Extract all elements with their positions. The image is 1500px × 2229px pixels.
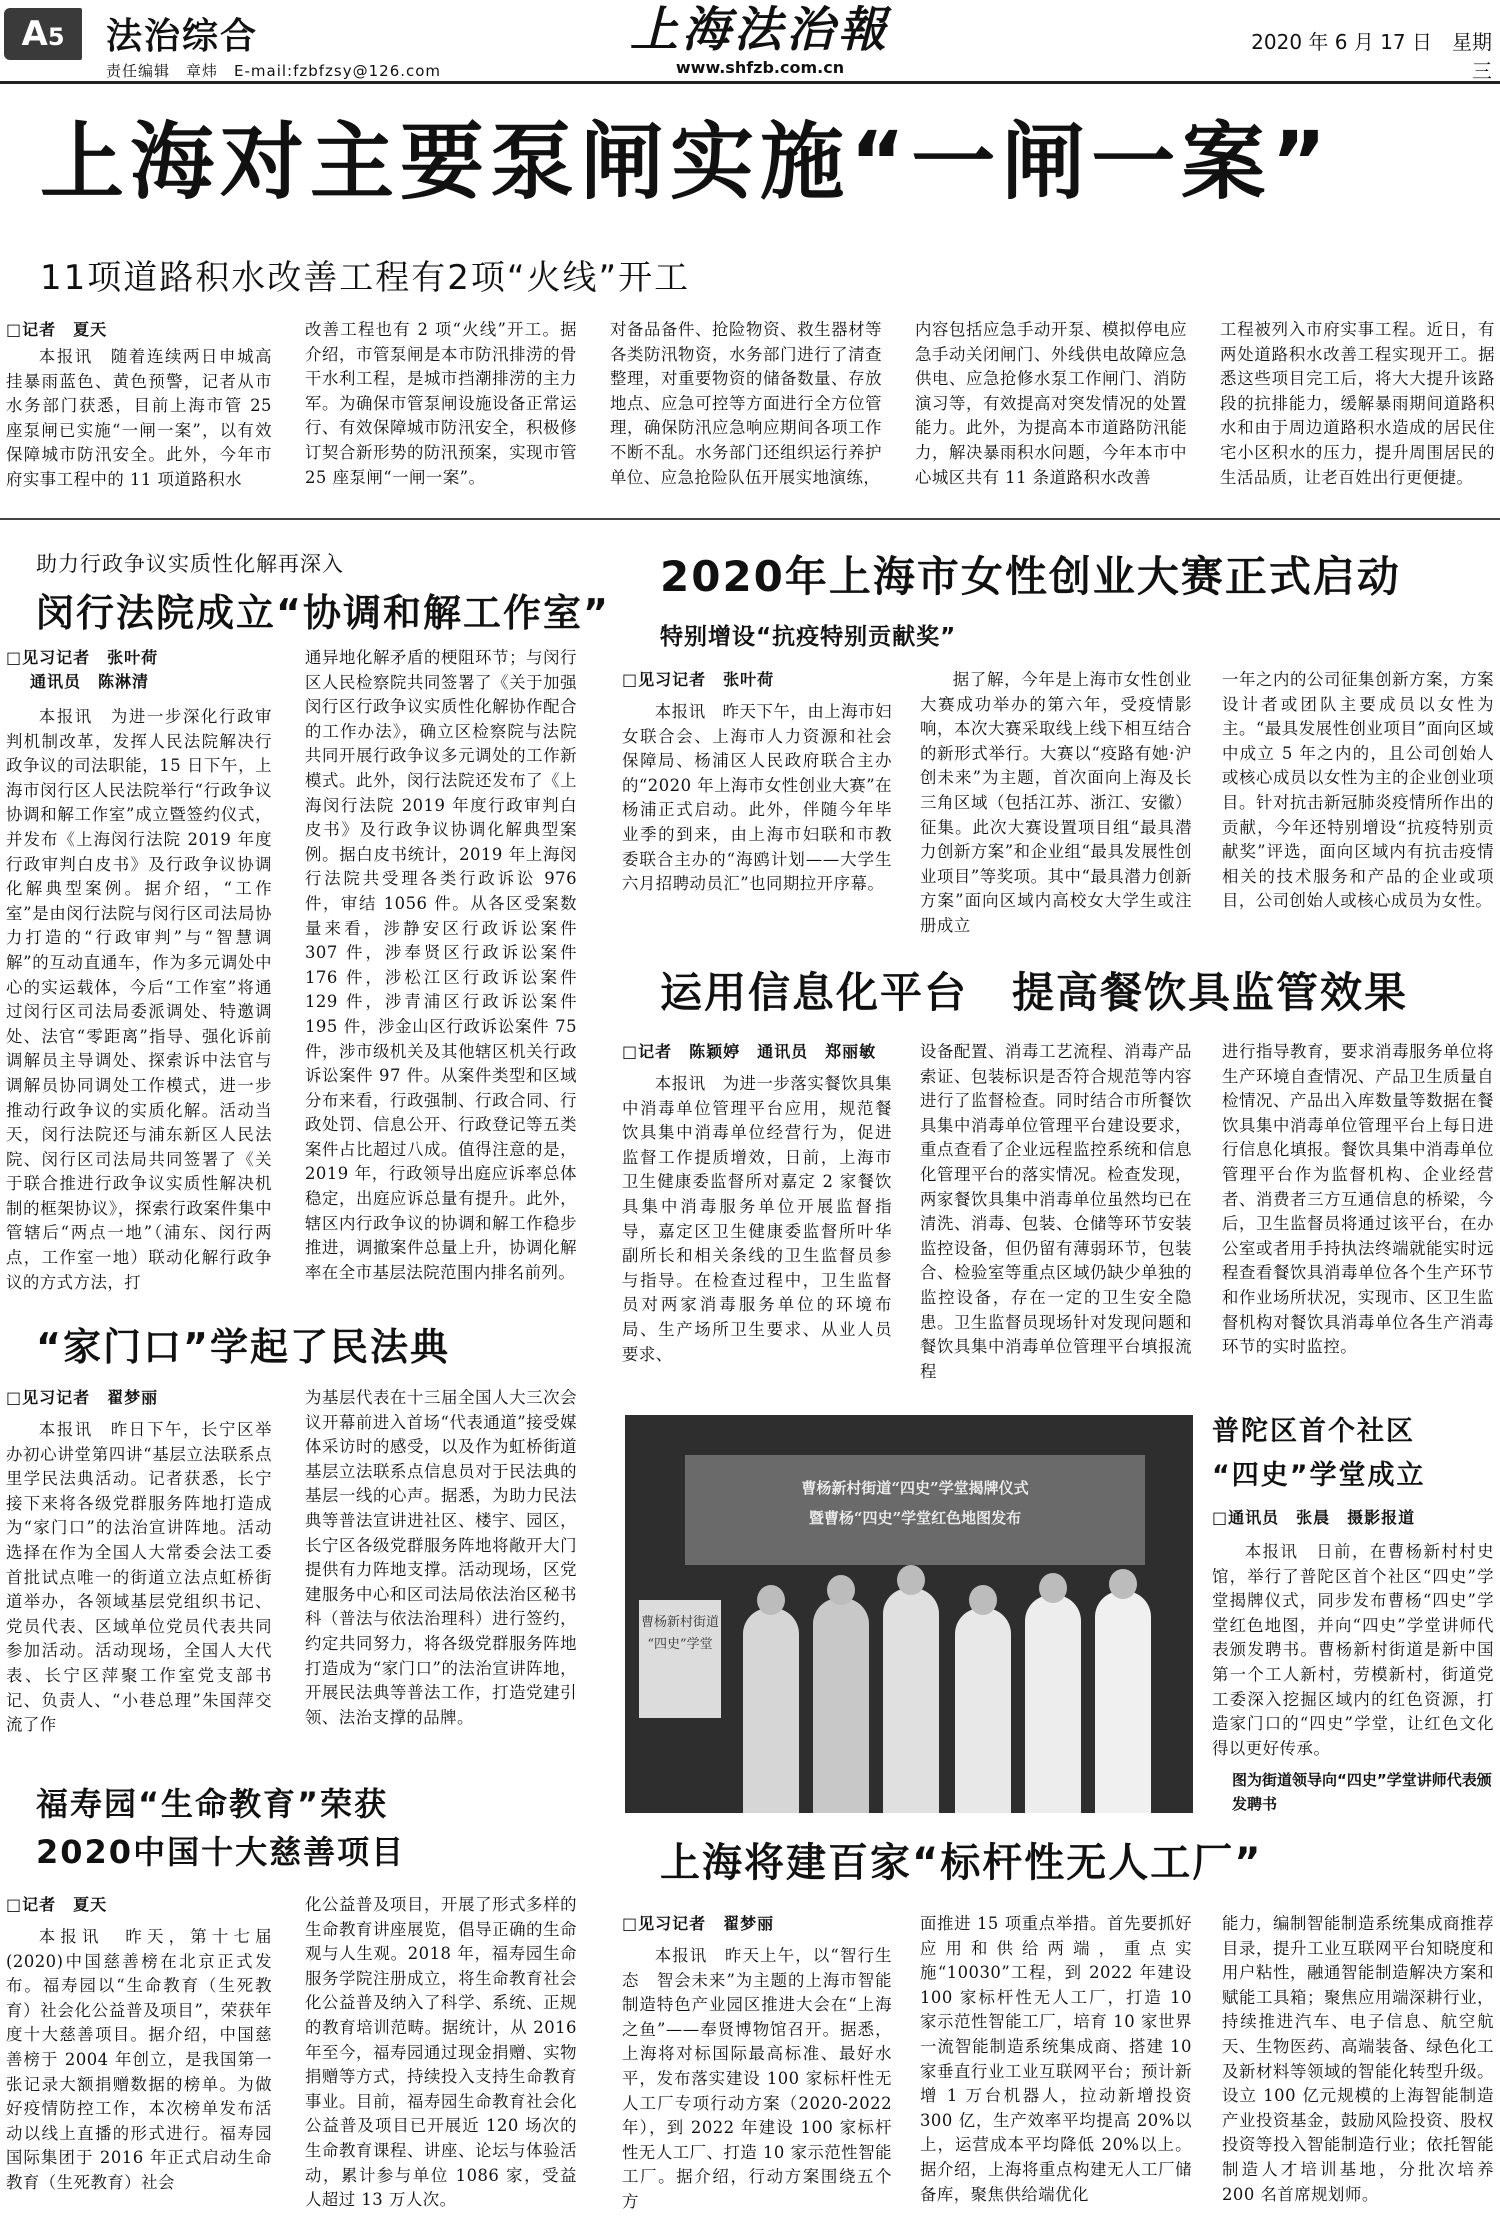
lead-col-1: 本报讯 随着连续两日申城高挂暴雨蓝色、黄色预警，记者从市水务部门获悉，目前上海市管 25 座泵闸已实施“一闸一案”，以有效保障城市防汛安全。此外，今年市府实事工程中的 11 项道路积水 bbox=[6, 347, 272, 489]
putuo-body: 本报讯 日前，在曹杨新村村史馆，举行了普陀区首个社区“四史”学堂揭牌仪式，同步发布曹杨“四史”学堂红色地图，并向“四史”学堂讲师代表颁发聘书。曹杨新村街道是新中国第一个工人新村，劳模新村，街道党工委深入挖掘区域内的红色资源，打造家门口的“四史”学堂，让红色文化得以更好传承。 bbox=[1212, 1542, 1494, 1758]
issue-date: 2020 年 6 月 17 日 星期三 bbox=[1251, 30, 1492, 83]
jiamenkou-byline: □见习记者 翟梦丽 bbox=[6, 1388, 159, 1407]
putuo-byline: □通讯员 张晨 摄影报道 bbox=[1212, 1508, 1416, 1527]
person-head bbox=[1109, 1569, 1137, 1599]
catering-col-3: 进行指导教育，要求消毒服务单位将生产环境自查情况、产品卫生质量自检情况、产品出入库数量等数据在餐饮具集中消毒单位管理平台上每日进行信息化填报。餐饮具集中消毒单位管理平台作为监督机构、企业经营者、消费者三方互通信息的桥梁，今后，卫生监督员将通过该平台，在办公室或者用手持执法终端就能实时远程查看餐饮具消毒单位各个生产环节和作业场所状况，实现市、区卫生监督机构对餐饮具消毒单位各生产消毒环节的实时监控。 bbox=[1222, 1042, 1494, 1357]
catering-col-2: 设备配置、消毒工艺流程、消毒产品索证、包装标识是否符合规范等内容进行了监督检查。同时结合市所餐饮具集中消毒单位管理平台建设要求，重点查看了企业远程监控系统和信息化管理平台的落实情况。检查发现，两家餐饮具集中消毒单位虽然均已在清洗、消毒、包装、仓储等环节安装监控设备，但仍留有薄弱环节，包装合、检验室等重点区域仍缺少单独的监控设备，存在一定的卫生安全隐患。卫生监督员现场针对发现问题和餐饮具集中消毒单位管理平台填报流程 bbox=[920, 1042, 1192, 1381]
minhang-byline-1: □见习记者 张叶荷 bbox=[6, 648, 159, 667]
women-col-2: 据了解，今年是上海市女性创业大赛成功举办的第六年，受疫情影响，本次大赛采取线上线下相互结合的新形式举行。大赛以“疫路有她·沪创未来”为主题，首次面向上海及长三角区域（包括江苏、浙江、安徽）征集。此次大赛设置项目组“最具潜力创新方案”和企业组“最具发展性创业项目”等奖项。其中“最具潜力创新方案”面向区域内高校女大学生或注册成立 bbox=[920, 670, 1192, 935]
jiamenkou-headline: “家门口”学起了民法典 bbox=[36, 1325, 450, 1369]
fushouyuan-headline-1: 福寿园“生命教育”荣获 bbox=[36, 1785, 389, 1823]
factory-col-3: 能力，编制智能制造系统集成商推荐目录，提升工业互联网平台知晓度和用户粘性，融通智能制造解决方案和赋能工具箱；聚焦应用端深耕行业，持续推进汽车、电子信息、航空航天、生物医药、高端装备、绿色化工及新材料等领域的智能化转型升级。设立 100 亿元规模的上海智能制造产业投资基金，鼓励风险投资、股权投资等投入智能制造行业；依托智能制造人才培训基地，分批次培养 200 名首席规划师。 bbox=[1222, 1914, 1494, 2204]
catering-headline: 运用信息化平台 提高餐饮具监管效果 bbox=[660, 968, 1409, 1017]
page-letter: A bbox=[21, 14, 48, 54]
women-col-3: 一年之内的公司征集创新方案，方案设计者或团队主要成员以女性为主。“最具发展性创业项目”面向区域中成立 5 年之内的，且公司创始人或核心成员以女性为主的企业创业项目。针对抗击新冠肺炎疫情所作出的贡献，今年还特别增设“抗疫特别贡献奖”评选，面向区域内有抗击疫情相关的技术服务和产品的企业或项目，公司创始人或核心成员为女性。 bbox=[1222, 670, 1494, 911]
fushouyuan-headline-2: 2020中国十大慈善项目 bbox=[36, 1833, 406, 1871]
factory-headline: 上海将建百家“标杆性无人工厂” bbox=[660, 1840, 1263, 1886]
lead-subheadline: 11项道路积水改善工程有2项“火线”开工 bbox=[40, 258, 691, 298]
website-link[interactable]: www.shfzb.com.cn bbox=[675, 58, 845, 77]
fushouyuan-col-2: 化公益普及项目，开展了形式多样的生命教育讲座展览，倡导正确的生命观与人生观。2018 年，福寿园生命服务学院注册成立，将生命教育社会化公益普及纳入了科学、系统、正规的教育培训范畴。据统计，从 2016 年至今，福寿园通过现金捐赠、实物捐赠等方式，持续投入支持生命教育事业。目前，福寿园生命教育社会化公益普及项目已开展近 120 场次的生命教育课程、讲座、论坛与体验活动，累计参与单位 1086 家，受益人超过 13 万人次。 bbox=[305, 1895, 577, 2210]
lead-col-3: 对备品备件、抢险物资、救生器材等各类防汛物资，水务部门进行了清查整理，对重要物资的储备数量、存放地点、应急可控等方面进行全方位管理，确保防汛应急响应期间各项工作不断不乱。水务部门还组织运行养护单位、应急抢险队伍开展实地演练， bbox=[610, 320, 882, 487]
ceremony-photo bbox=[625, 1415, 1193, 1813]
person-figure bbox=[1095, 1591, 1151, 1813]
fushouyuan-byline: □记者 夏天 bbox=[6, 1895, 108, 1914]
women-byline: □见习记者 张叶荷 bbox=[622, 670, 775, 689]
factory-byline: □见习记者 翟梦丽 bbox=[622, 1914, 775, 1933]
minhang-col-1: 本报讯 为进一步深化行政审判机制改革，发挥人民法院解决行政争议的司法职能，15 日下午，上海市闵行区人民法院举行“行政争议协调和解工作室”成立暨签约仪式，并发布《上海闵行法院 2019 年度行政审判白皮书》及行政争议协调化解典型案例。据介绍，“工作室”是由闵行法院与闵行区司法局协力打造的“行政审判”与“智慧调解”的互动直通车，作为多元调处中心的实运载体，今后“工作室”将通过闵行区司法局委派调处、特邀调处、法官“零距离”指导、强化诉前调解员主导调处、探索诉中法官与调解员协同调处工作模式，进一步推动行政争议的实质化解。活动当天，闵行法院还与浦东新区人民法院、闵行区司法局共同签署了《关于联合推进行政争议实质性解决机制的框架协议》，探索行政案件集中管辖后“两点一地”（浦东、闵行两点，工作室一地）联动化解行政争议的方式方法，打 bbox=[6, 707, 272, 1292]
lead-headline: 上海对主要泵闸实施“一闸一案” bbox=[40, 113, 1333, 211]
person-head bbox=[897, 1565, 925, 1595]
photo-caption: 图为街道领导向“四史”学堂讲师代表颁发聘书 bbox=[1232, 1771, 1492, 1813]
factory-col-2: 面推进 15 项重点举措。首先要抓好应用和供给两端，重点实施“10030”工程，到 2022 年建设 100 家标杆性无人工厂，打造 10 家示范性智能工厂，培育 10 家世界一流智能制造系统集成商、搭建 10 家垂直行业工业互联网平台；预计新增 1 万台机器人，拉动新增投资 300 亿，生产效率平均提高 20%以上，运营成本平均降低 20%以上。据介绍，上海将重点构建无人工厂储备库，聚焦供给端优化 bbox=[920, 1914, 1192, 2204]
catering-byline: □记者 陈颖婷 通讯员 郑丽敏 bbox=[622, 1042, 877, 1061]
section-title: 法治综合 bbox=[106, 16, 259, 57]
photo-banner: 曹杨新村街道“四史”学堂揭牌仪式 暨曹杨“四史”学堂红色地图发布 bbox=[685, 1455, 1145, 1565]
lead-col-2: 改善工程也有 2 项“火线”开工。据介绍，市管泵闸是本市防汛排涝的骨干水利工程，是城市挡潮排涝的主力军。为确保市管泵闸设施设备正常运行、有效保障城市防汛安全，积极修订契合新形势的防汛预案，实现市管 25 座泵闸“一闸一案”。 bbox=[305, 320, 577, 487]
jiamenkou-col-1: 本报讯 昨日下午，长宁区举办初心讲堂第四讲“基层立法联系点里学民法典活动。记者获悉，长宁接下来将各级党群服务阵地打造成为“家门口”的法治宣讲阵地。活动选择在作为全国人大常委会法工委首批试点唯一的街道立法点虹桥街道举办，各领域基层党组织书记、党员代表、区域单位党员代表共同参加活动。活动现场，全国人大代表、长宁区萍聚工作室党支部书记、负责人、“小巷总理”朱国萍交流了作 bbox=[6, 1420, 272, 1735]
minhang-kicker: 助力行政争议实质性化解再深入 bbox=[36, 552, 344, 576]
minhang-byline-2: 通讯员 陈淋清 bbox=[30, 672, 150, 691]
person-figure bbox=[813, 1598, 869, 1813]
lead-col-4: 内容包括应急手动开泵、模拟停电应急手动关闭闸门、外线供电故障应急供电、应急抢修水泵工作闸门、消防演习等，有效提高对突发情况的处置能力。此外，为提高本市道路防汛能力，解决暴雨积水问题，今年本市中心城区共有 11 条道路积水改善 bbox=[915, 320, 1187, 487]
page-number-badge bbox=[4, 8, 96, 60]
putuo-headline-1: 普陀区首个社区 bbox=[1212, 1416, 1415, 1447]
page-number: 5 bbox=[47, 23, 65, 51]
women-subheadline: 特别增设“抗疫特别贡献奖” bbox=[660, 624, 957, 650]
person-figure bbox=[883, 1588, 939, 1813]
person-head bbox=[757, 1585, 785, 1615]
women-headline: 2020年上海市女性创业大赛正式启动 bbox=[660, 552, 1401, 601]
putuo-headline-2: “四史”学堂成立 bbox=[1212, 1460, 1426, 1491]
newspaper-logo: 上海法治報 bbox=[629, 2, 890, 58]
jiamenkou-col-2: 为基层代表在十三届全国人大三次会议开幕前进入首场“代表通道”接受媒体采访时的感受，以及作为虹桥街道基层立法联系点信息员对于民法典的基层一线的心声。据悉，为助力民法典等普法宣讲进社区、楼宇、园区，长宁区各级党群服务阵地将敞开大门提供有力阵地支撑。活动现场，区党建服务中心和区司法局依法治区秘书科（普法与依法治理科）进行签约，约定共同努力，将各级党群服务阵地打造成为“家门口”的法治宣讲阵地，开展民法典等普法工作，打造党建引领、法治支撑的品牌。 bbox=[305, 1388, 577, 1727]
photo-signboard: 曹杨新村街道 “四史”学堂 bbox=[639, 1600, 721, 1718]
person-figure bbox=[743, 1608, 799, 1813]
catering-col-1: 本报讯 为进一步落实餐饮具集中消毒单位管理平台应用，规范餐饮具集中消毒单位经营行为，促进监督工作提质增效，日前，上海市卫生健康委监督所对嘉定 2 家餐饮具集中消毒服务单位开展监督指导，嘉定区卫生健康委监督所叶华副所长和相关条线的卫生监督员参与指导。在检查过程中，卫生监督员对两家消毒服务单位的环境布局、生产场所卫生要求、从业人员要求、 bbox=[622, 1074, 892, 1364]
lead-byline: □记者 夏天 bbox=[6, 320, 108, 339]
minhang-headline: 闵行法院成立“协调和解工作室” bbox=[36, 591, 610, 635]
editor-credit: 责任编辑 章炜 E-mail:fzbfzsy@126.com bbox=[106, 62, 442, 80]
factory-col-1: 本报讯 昨天上午，以“智行生态 智会未来”为主题的上海市智能制造特色产业园区推进大会在“上海之鱼”——奉贤博物馆召开。据悉，上海将对标国际最高标准、最好水平，发布落实建设 100 家标杆性无人工厂专项行动方案（2020-2022 年），到 2022 年建设 100 家标杆性无人工厂、打造 10 家示范性智能工厂。据介绍，行动方案围绕五个方 bbox=[622, 1946, 892, 2211]
fushouyuan-col-1: 本报讯 昨天，第十七届(2020)中国慈善榜在北京正式发布。福寿园以“生命教育（生死教育）社会化公益普及项目”，荣获年度十大慈善项目。据介绍，中国慈善榜于 2004 年创立，是我国第一张记录大额捐赠数据的榜单。为做好疫情防控工作，本次榜单发布活动以线上直播的形式进行。福寿园国际集团于 2016 年正式启动生命教育（生死教育）社会 bbox=[6, 1927, 272, 2192]
divider bbox=[0, 518, 1500, 520]
person-figure bbox=[1025, 1595, 1081, 1813]
women-col-1: 本报讯 昨天下午，由上海市妇女联合会、上海市人力资源和社会保障局、杨浦区人民政府联合主办的“2020 年上海市女性创业大赛”在杨浦正式启动。此外，伴随今年毕业季的到来，由上海市妇联和市教委联合主办的“海鸥计划——大学生六月招聘动员汇”也同期拉开序幕。 bbox=[622, 702, 892, 894]
minhang-col-2: 通异地化解矛盾的梗阻环节；与闵行区人民检察院共同签署了《关于加强闵行区行政争议实质性化解协作配合的工作办法》，确立区检察院与法院共同开展行政争议多元调处的工作新模式。此外，闵行法院还发布了《上海闵行法院 2019 年度行政审判白皮书》及行政争议协调化解典型案例。据白皮书统计，2019 年上海闵行法院共受理各类行政诉讼 976 件，审结 1056 件。从各区受案数量来看，涉静安区行政诉讼案件 307 件，涉奉贤区行政诉讼案件 176 件，涉松江区行政诉讼案件 129 件，涉青浦区行政诉讼案件 195 件，涉金山区行政诉讼案件 75 件，涉市级机关及其他辖区机关行政诉讼案件 97 件。从案件类型和区域分布来看，行政强制、行政合同、行政处罚、信息公开、行政登记等五类案件占比超过八成。值得注意的是，2019 年，行政领导出庭应诉率总体稳定，出庭应诉总量有提升。此外，辖区内行政争议的协调和解工作稳步推进，调撤案件总量上升，协调化解率在全市基层法院范围内排名前列。 bbox=[305, 648, 577, 1282]
lead-col-5: 工程被列入市府实事工程。近日，有两处道路积水改善工程实现开工。据悉这些项目完工后，将大大提升该路段的抗排能力，缓解暴雨期间道路积水和由于周边道路积水造成的居民住宅小区积水的压力，提升周围居民的生活品质，让老百姓出行更便捷。 bbox=[1220, 320, 1495, 487]
person-head bbox=[969, 1585, 997, 1615]
person-head bbox=[1039, 1573, 1067, 1603]
person-figure bbox=[955, 1608, 1011, 1813]
person-head bbox=[827, 1575, 855, 1605]
